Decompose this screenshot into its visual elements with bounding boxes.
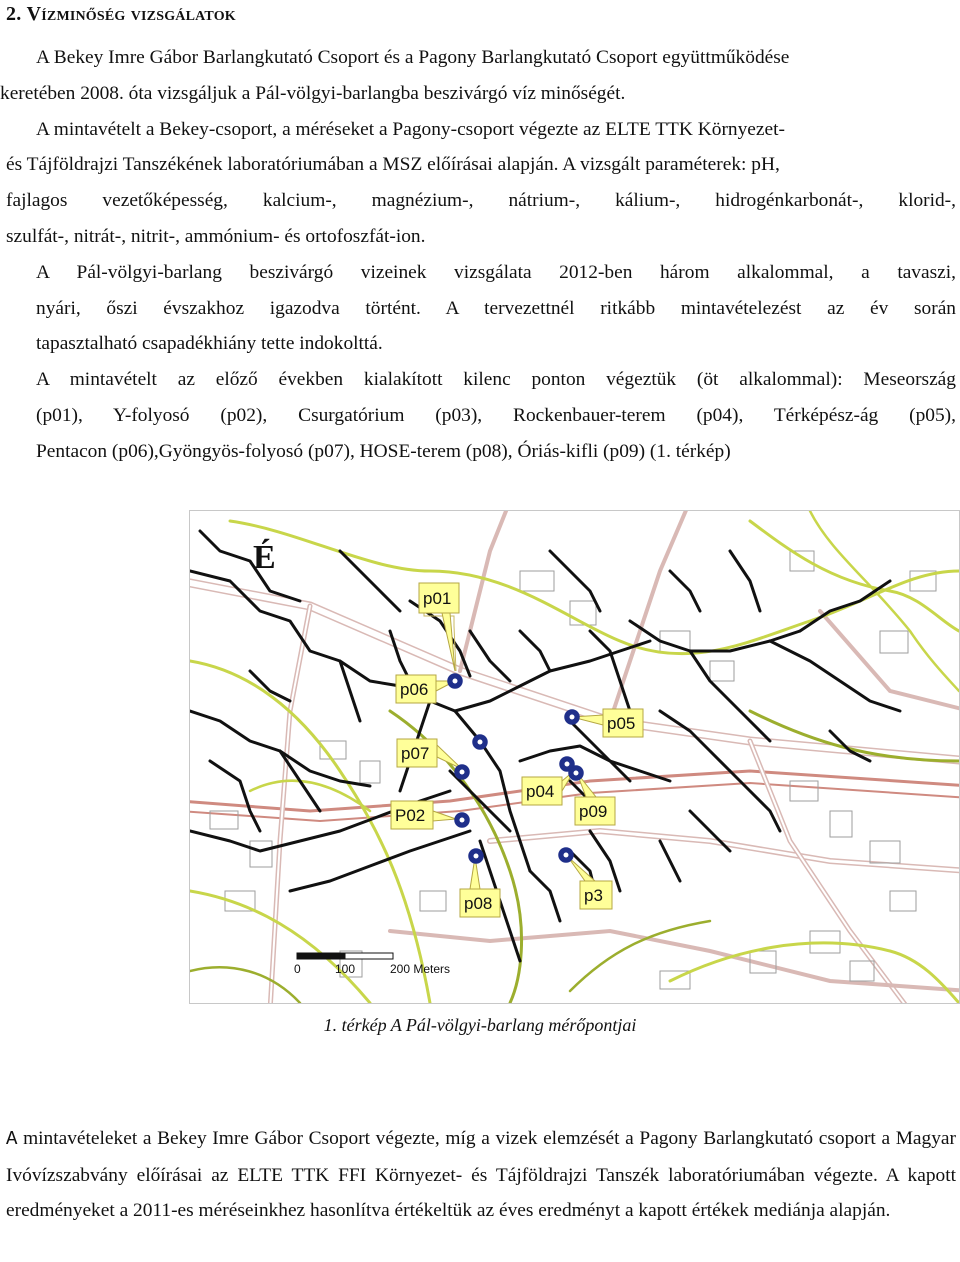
cave-map-figure — [189, 510, 960, 1004]
text-line: (p01), Y-folyosó (p02), Csurgatórium (p03), Rockenbauer-terem (p04), Térképész-ág (p05), — [36, 404, 956, 426]
north-label: É — [253, 539, 276, 576]
section-heading — [6, 3, 236, 26]
scale-label-0: 0 — [294, 962, 301, 976]
section-title: Vízminőség vizsgálatok — [26, 3, 236, 25]
first-letter: A — [6, 1128, 18, 1150]
text-line: nyári, őszi évszakhoz igazodva történt. A tervezettnél ritkább mintavételezést az év során — [36, 297, 956, 319]
text-line: tapasztalható csapadékhiány tette indokolttá. — [36, 333, 383, 355]
scale-label-200: 200 Meters — [390, 962, 451, 976]
section-number: 2. — [6, 3, 22, 25]
point-label-p04: p04 — [526, 782, 555, 801]
point-label-p07: p07 — [401, 744, 430, 763]
text-line: A mintavételt a Bekey-csoport, a méréseket a Pagony-csoport végezte az ELTE TTK Környezet- — [36, 118, 785, 140]
text-line: A mintavételt az előző években kialakított kilenc ponton végeztük (öt alkalommal): Meseország — [36, 369, 956, 391]
text-line: fajlagos vezetőképesség, kalcium-, magnézium-, nátrium-, kálium-, hidrogénkarbonát-, klorid-, — [6, 190, 956, 212]
point-label-p06: p06 — [400, 680, 429, 699]
figure-caption: 1. térkép A Pál-völgyi-barlang mérőpontjai — [323, 1015, 637, 1035]
point-label-p08: p08 — [464, 894, 493, 913]
text-line: szulfát-, nitrát-, nitrit-, ammónium- és ortofoszfát-ion. — [6, 225, 426, 247]
text-line: A Bekey Imre Gábor Barlangkutató Csoport és a Pagony Barlangkutató Csoport együttműködése — [36, 47, 790, 68]
text-line: keretében 2008. óta vizsgáljuk a Pál-völgyi-barlangba beszivárgó víz minőségét. — [0, 82, 626, 104]
scale-label-100: 100 — [335, 962, 356, 976]
text-line: A Pál-völgyi-barlang beszivárgó vizeinek vizsgálata 2012-ben három alkalommal, a tavaszi, — [36, 261, 956, 283]
point-label-p05: p05 — [607, 714, 636, 733]
text-line: és Tájföldrajzi Tanszékének laboratóriumában a MSZ előírásai alapján. A vizsgált paraméterek: pH, — [6, 154, 780, 176]
text-line: Pentacon (p06),Gyöngyös-folyosó (p07), HOSE-terem (p08), Óriás-kifli (p09) (1. térkép) — [36, 440, 731, 462]
point-label-P02: P02 — [395, 806, 426, 825]
intro-paragraph — [0, 40, 956, 470]
closing-paragraph — [6, 1121, 956, 1229]
point-label-p01: p01 — [423, 589, 452, 608]
point-label-p09: p09 — [579, 802, 608, 821]
point-label-p3: p3 — [584, 886, 603, 905]
paragraph-text: mintavételeket a Bekey Imre Gábor Csoport végezte, míg a vizek elemzését a Pagony Barlangkutató csoport a Magyar Ivóvízszabvány előírásai az ELTE TTK FFI Környezet- és Tájföldrajzi Tanszék laboratóriumában végezte. A kapott eredményeket a 2011-es méréseinkhez hasonlítva értékeltük az éves eredményt a kapott értékek mediánja alapján. — [6, 1128, 956, 1221]
cave-map — [190, 511, 959, 1003]
